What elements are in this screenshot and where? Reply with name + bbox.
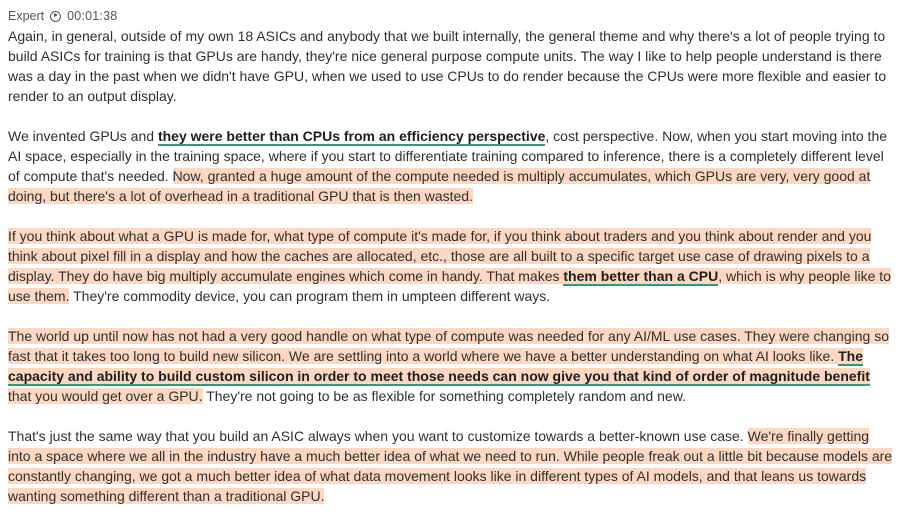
transcript-text: Again, in general, outside of my own 18 ASICs and anybody that we built internally, the general theme and why there's a lot of people trying to build ASICs for training is that GPUs are handy, they're nice general purpose compute units. The way I like to help people understand is there was a day in the past when we didn't have GPU, when we used to use CPUs to do render because the CPUs were more flexible and easier to render to an output display. bbox=[8, 28, 887, 104]
transcript-text: They're commodity device, you can program them in umpteen different ways. bbox=[69, 288, 551, 304]
highlighted-text: We're finally getting into a space where we all in the industry have a much better idea of what we need to run. While people freak out a little bit because models are constantly changing, we got a much better idea of what data movement looks like in different types of AI models, and that leans us towards wanting something different than a traditional GPU. bbox=[8, 428, 893, 504]
transcript-text: They're not going to be as flexible for something completely random and new. bbox=[202, 388, 686, 404]
transcript-paragraph bbox=[8, 126, 895, 206]
highlighted-text: If you think about what a GPU is made for, what type of compute it's made for, if you think about traders and you think about render and you think about pixel fill in a display and how the caches are allocated, etc., those are all built to a specific target use case of drawing pixels to a display. They do have big multiply accumulate engines which come in handy. That makes bbox=[8, 228, 872, 284]
key-phrase: The capacity and ability to build custom silicon in order to meet those needs can now give you that kind of order of magnitude benefit bbox=[8, 348, 870, 384]
transcript-paragraph bbox=[8, 426, 895, 506]
timestamp[interactable]: 00:01:38 bbox=[67, 9, 118, 23]
play-icon[interactable] bbox=[50, 11, 61, 22]
transcript-paragraph bbox=[8, 226, 895, 306]
highlighted-text: , which is why people like to use them. bbox=[8, 268, 891, 304]
highlighted-text: Now, granted a huge amount of the compute needed is multiply accumulates, which GPUs are very, very good at doing, but there's a lot of overhead in a traditional GPU that is then wasted. bbox=[8, 168, 871, 204]
highlighted-text: The world up until now has not had a very good handle on what type of compute was needed for any AI/ML use cases. They were changing so fast that it takes too long to build new silicon. We are settling into a world where we have a better understanding on what AI looks like. bbox=[8, 328, 889, 364]
transcript-body bbox=[8, 26, 895, 506]
key-phrase: them better than a CPU bbox=[563, 268, 719, 284]
transcript-paragraph bbox=[8, 26, 895, 106]
transcript-text: , cost perspective. Now, when you start moving into the AI space, especially in the training space, where if you start to differentiate training compared to inference, there is a completely different level of compute that's needed. bbox=[8, 128, 888, 184]
transcript-text: That's just the same way that you build an ASIC always when you want to customize towards a better-known use case. bbox=[8, 428, 748, 444]
transcript-text: We invented GPUs and bbox=[8, 128, 158, 144]
speaker-name: Expert bbox=[8, 9, 45, 23]
speaker-header bbox=[8, 8, 895, 24]
highlighted-text: that you would get over a GPU. bbox=[8, 388, 203, 404]
transcript-paragraph bbox=[8, 326, 895, 406]
key-phrase: they were better than CPUs from an efficiency perspective bbox=[157, 128, 546, 144]
